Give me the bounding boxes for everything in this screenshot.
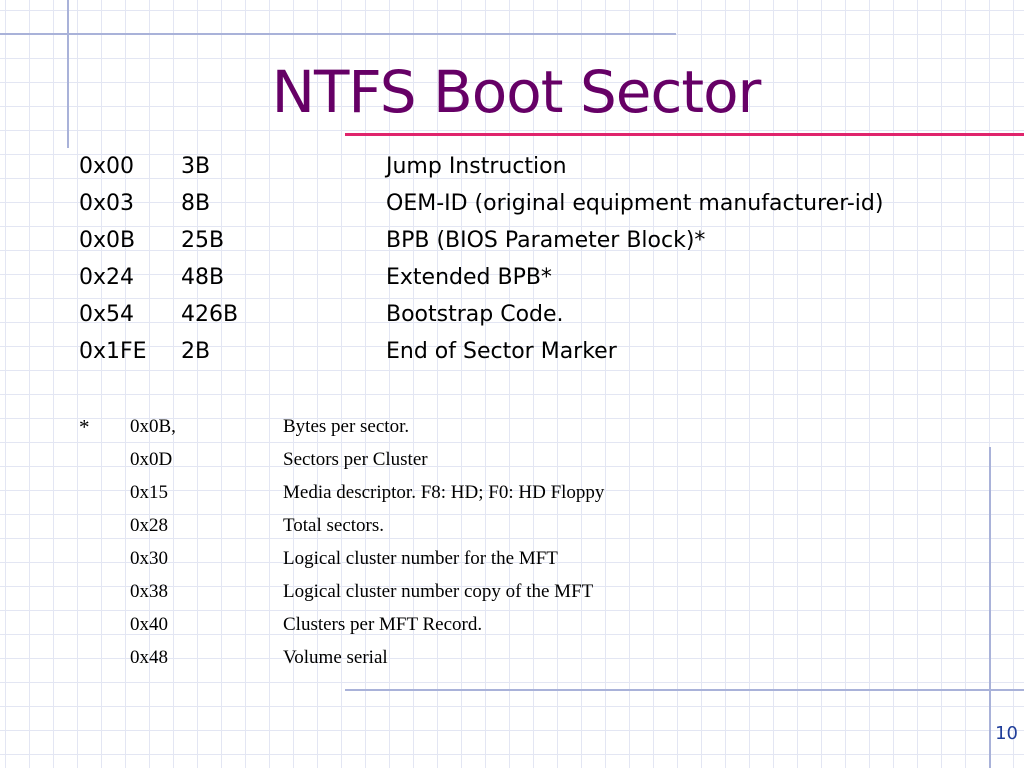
sector-offset: 0x1FE: [79, 339, 147, 364]
title-underline: [345, 133, 1024, 136]
slide-title: NTFS Boot Sector: [271, 58, 761, 126]
footnote-offset: 0x30: [130, 548, 168, 569]
footnote-offset: 0x0B,: [130, 416, 176, 437]
sector-description: Extended BPB*: [386, 265, 552, 290]
sector-size: 426B: [181, 302, 239, 327]
footnote-description: Media descriptor. F8: HD; F0: HD Floppy: [283, 482, 605, 503]
sector-size: 25B: [181, 228, 225, 253]
sector-offset: 0x54: [79, 302, 135, 327]
footnote-offset: 0x28: [130, 515, 168, 536]
frame-line-bottom: [345, 689, 1024, 691]
sector-offset: 0x03: [79, 191, 135, 216]
sector-description: Bootstrap Code.: [386, 302, 564, 327]
footnote-description: Total sectors.: [283, 515, 385, 536]
footnote-description: Volume serial: [283, 647, 388, 668]
sector-description: BPB (BIOS Parameter Block)*: [386, 228, 706, 253]
footnote-offset: 0x0D: [130, 449, 173, 470]
frame-line-right: [989, 447, 991, 768]
sector-offset: 0x24: [79, 265, 135, 290]
footnote-description: Logical cluster number copy of the MFT: [283, 581, 594, 602]
footnote-description: Clusters per MFT Record.: [283, 614, 483, 635]
sector-size: 2B: [181, 339, 211, 364]
sector-description: Jump Instruction: [386, 154, 567, 179]
sector-size: 3B: [181, 154, 211, 179]
sector-size: 48B: [181, 265, 225, 290]
footnote-offset: 0x48: [130, 647, 168, 668]
sector-description: End of Sector Marker: [386, 339, 617, 364]
footnote-offset: 0x38: [130, 581, 168, 602]
footnote-offset: 0x40: [130, 614, 168, 635]
page-number: 10: [995, 723, 1018, 744]
frame-line-top: [0, 33, 676, 35]
footnote-offset: 0x15: [130, 482, 168, 503]
sector-offset: 0x00: [79, 154, 135, 179]
sector-description: OEM-ID (original equipment manufacturer-id): [386, 191, 884, 216]
footnote-description: Bytes per sector.: [283, 416, 410, 437]
sector-offset: 0x0B: [79, 228, 136, 253]
footnote-description: Sectors per Cluster: [283, 449, 428, 470]
footnote-description: Logical cluster number for the MFT: [283, 548, 558, 569]
footnote-marker: *: [79, 415, 90, 439]
sector-size: 8B: [181, 191, 211, 216]
